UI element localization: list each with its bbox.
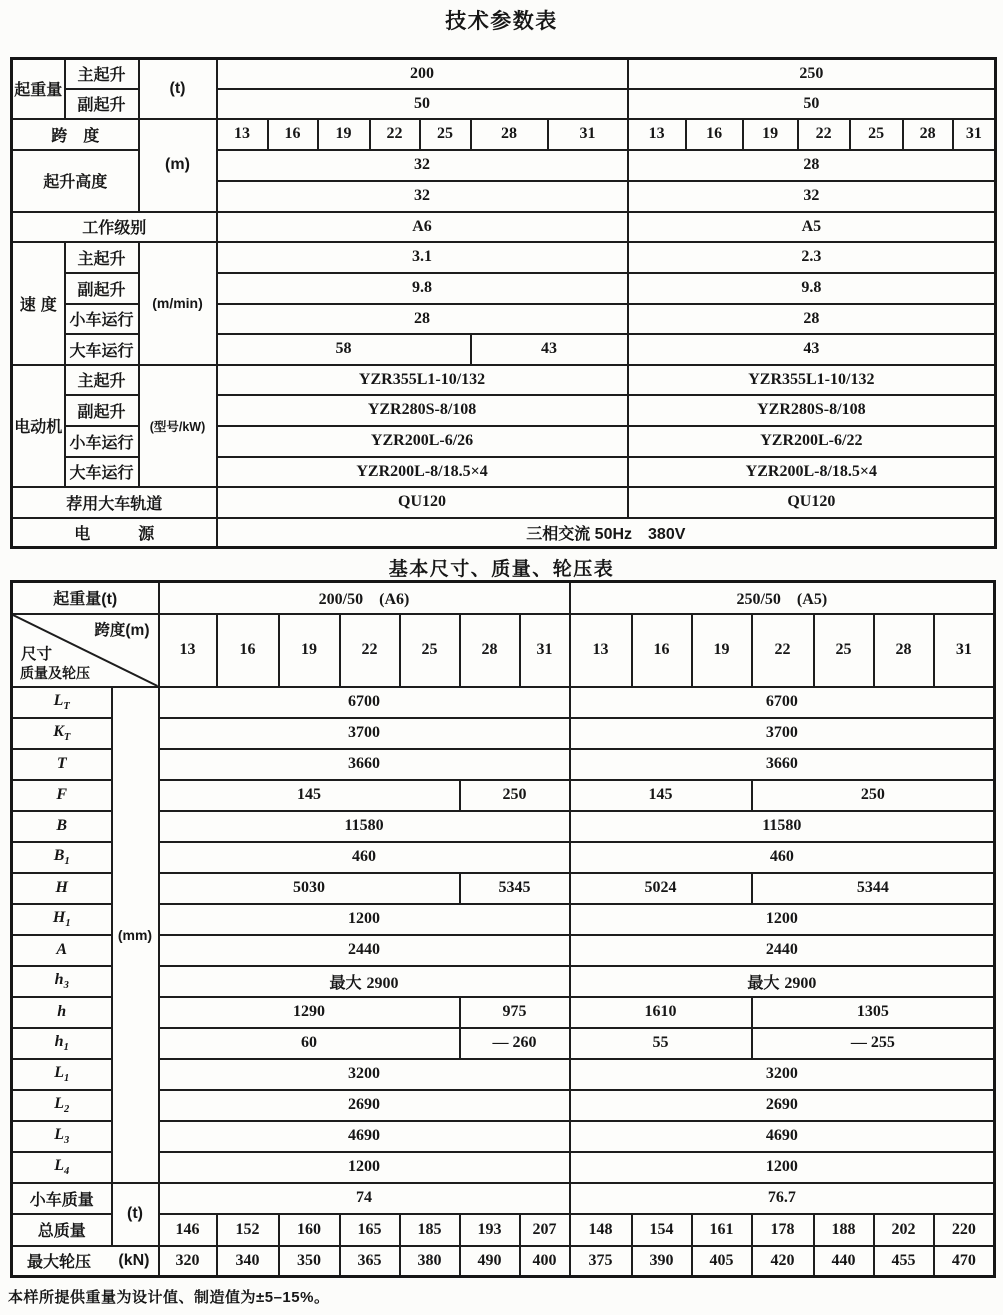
dimension-label: [12, 811, 112, 842]
table-row: [12, 242, 996, 273]
row-label: 副起升: [65, 273, 139, 304]
row-label: 主起升: [65, 365, 139, 395]
row-label-text: 最大轮压: [27, 1254, 92, 1272]
span-header-cell: 16: [632, 614, 692, 687]
value-cell: 6700: [159, 687, 570, 718]
value-cell: 400: [520, 1246, 570, 1277]
value-cell: 58: [217, 334, 471, 365]
row-label: 跨 度: [12, 119, 139, 150]
value-cell: 375: [570, 1246, 632, 1277]
value-cell: 193: [460, 1214, 520, 1246]
dimension-label: [12, 1028, 112, 1059]
value-cell: 3660: [570, 749, 995, 780]
table-row: [12, 1152, 995, 1183]
table-row: [12, 904, 995, 935]
value-cell: 420: [752, 1246, 814, 1277]
diag-label-dimension: 尺寸: [21, 645, 53, 663]
span-header-cell: 28: [460, 614, 520, 687]
dimension-label: [12, 687, 112, 718]
dimension-label: [12, 1090, 112, 1121]
row-label: 小车质量: [12, 1183, 112, 1214]
value-prefix: 最大: [329, 974, 362, 992]
value-cell: 31: [548, 119, 628, 150]
value-cell: 145: [570, 780, 752, 811]
value-cell: 2440: [570, 935, 995, 966]
dimension-subscript: 1: [65, 918, 71, 930]
row-label: 起升高度: [12, 150, 139, 212]
value-cell: 9.8: [628, 273, 996, 304]
value-cell: 60: [159, 1028, 460, 1059]
value-cell: YZR200L-8/18.5×4: [628, 457, 996, 487]
value-cell: YZR200L-6/26: [217, 426, 628, 457]
value-cell: 13: [628, 119, 686, 150]
value-cell: 975: [460, 997, 570, 1028]
value-cell: 5345: [460, 873, 570, 904]
dimension-symbol: T: [56, 755, 67, 772]
value-cell: 50: [217, 89, 628, 119]
span-header-cell: 19: [692, 614, 752, 687]
value-cell: 3200: [159, 1059, 570, 1090]
value-cell: 4690: [570, 1121, 995, 1152]
table-row: [12, 365, 996, 395]
value-cell: 74: [159, 1183, 570, 1214]
table-row: [12, 518, 996, 548]
row-label: 总质量: [12, 1214, 112, 1246]
value-cell: QU120: [217, 487, 628, 518]
value-cell: 320: [159, 1246, 217, 1277]
dimension-label: [12, 997, 112, 1028]
value-cell: 161: [692, 1214, 752, 1246]
value-cell: 1200: [570, 904, 995, 935]
value-text: 2900: [366, 974, 399, 992]
row-label: 工作级别: [12, 212, 217, 242]
row-label: [12, 1246, 159, 1277]
value-cell: 220: [934, 1214, 995, 1246]
value-cell: 28: [903, 119, 953, 150]
table-row: [12, 749, 995, 780]
value-cell: 146: [159, 1214, 217, 1246]
table-row: [12, 1214, 995, 1246]
dimension-symbol: H: [55, 879, 68, 896]
value-cell: 470: [934, 1246, 995, 1277]
tech-params-table: [10, 57, 997, 549]
value-cell: 28: [471, 119, 548, 150]
value-cell: 1200: [159, 1152, 570, 1183]
value-cell: 3700: [159, 718, 570, 749]
dimension-symbol: L: [54, 1094, 65, 1112]
value-cell: 11580: [570, 811, 995, 842]
value-cell: 460: [570, 842, 995, 873]
row-label: 速度: [12, 242, 65, 365]
dimension-label: [12, 935, 112, 966]
value-cell: YZR200L-8/18.5×4: [217, 457, 628, 487]
value-prefix: 最大: [747, 974, 780, 992]
dimension-symbol: F: [56, 786, 68, 803]
value-cell: 154: [632, 1214, 692, 1246]
table-row: [12, 842, 995, 873]
value-cell: 11580: [159, 811, 570, 842]
value-cell: 32: [217, 150, 628, 181]
row-label: 起重量(t): [12, 582, 159, 614]
value-cell: 32: [628, 181, 996, 212]
dimensions-table-title: 基本尺寸、质量、轮压表: [388, 559, 615, 580]
value-cell: 4690: [159, 1121, 570, 1152]
row-label: 副起升: [65, 395, 139, 426]
value-cell: 188: [814, 1214, 874, 1246]
span-header-cell: 13: [570, 614, 632, 687]
dimension-label: [12, 904, 112, 935]
table-row: [12, 718, 995, 749]
table-row: [12, 687, 995, 718]
value-cell: 9.8: [217, 273, 628, 304]
value-cell: 380: [400, 1246, 460, 1277]
value-cell: 1200: [159, 904, 570, 935]
dimension-symbol: H: [52, 908, 66, 926]
value-cell: 2440: [159, 935, 570, 966]
dimension-subscript: 2: [64, 1104, 70, 1116]
value-cell: 22: [798, 119, 850, 150]
value-cell: 1200: [570, 1152, 995, 1183]
span-header-cell: 19: [279, 614, 340, 687]
row-label: 荐用大车轨道: [12, 487, 217, 518]
value-cell: 250: [460, 780, 570, 811]
row-label: 起重量: [12, 59, 65, 119]
dimension-label: [12, 780, 112, 811]
table-row: [12, 487, 996, 518]
table-row: [12, 780, 995, 811]
unit-label-mm: (mm): [112, 687, 159, 1183]
value-cell: 160: [279, 1214, 340, 1246]
value-cell: YZR280S-8/108: [628, 395, 996, 426]
dimension-subscript: 3: [64, 1135, 70, 1147]
value-cell: 16: [686, 119, 743, 150]
table-row: [12, 1059, 995, 1090]
dimension-symbol: h: [57, 1003, 67, 1020]
value-cell: 22: [370, 119, 420, 150]
value-cell: 148: [570, 1214, 632, 1246]
page-title: 技术参数表: [445, 10, 558, 33]
value-cell: 43: [628, 334, 996, 365]
table-row: [12, 966, 995, 997]
row-label: (m/min): [139, 242, 217, 365]
dimension-label: [12, 718, 112, 749]
value-cell: 165: [340, 1214, 400, 1246]
span-header-cell: 31: [520, 614, 570, 687]
row-label: (t): [139, 59, 217, 119]
value-cell: 5030: [159, 873, 460, 904]
dimension-symbol: L: [53, 691, 64, 709]
value-cell: 365: [340, 1246, 400, 1277]
row-label: 主起升: [65, 59, 139, 89]
table-row: [12, 212, 996, 242]
value-cell: 1290: [159, 997, 460, 1028]
row-label: 主起升: [65, 242, 139, 273]
value-cell: 3.1: [217, 242, 628, 273]
footnote: 本样所提供重量为设计值、制造值为±5–15%。: [8, 1289, 330, 1306]
value-cell: 200: [217, 59, 628, 89]
value-cell: QU120: [628, 487, 996, 518]
value-cell: 5024: [570, 873, 752, 904]
row-label: (型号/kW): [139, 365, 217, 487]
value-cell: 55: [570, 1028, 752, 1059]
value-cell: 207: [520, 1214, 570, 1246]
span-header-cell: 25: [814, 614, 874, 687]
dimension-symbol: B: [53, 846, 65, 864]
span-header-cell: 22: [340, 614, 400, 687]
dimension-label: [12, 1121, 112, 1152]
diag-label-mass-wheel: 质量及轮压: [20, 664, 90, 681]
value-cell: 145: [159, 780, 460, 811]
table-row: [12, 1028, 995, 1059]
dimension-label: [12, 873, 112, 904]
value-cell: 340: [217, 1246, 279, 1277]
table-row: [12, 1246, 995, 1277]
value-cell: 200/50 (A6): [159, 582, 570, 614]
value-cell: 5344: [752, 873, 995, 904]
value-cell: 2690: [159, 1090, 570, 1121]
dimension-subscript: 4: [64, 1166, 70, 1178]
dimension-subscript: 1: [63, 1042, 69, 1054]
span-header-cell: 31: [934, 614, 995, 687]
unit-label-t: (t): [112, 1183, 159, 1246]
value-cell: 250/50 (A5): [570, 582, 995, 614]
dimension-subscript: 1: [64, 1073, 70, 1085]
dimension-label: [12, 749, 112, 780]
table-row: [12, 935, 995, 966]
value-cell: 28: [628, 150, 996, 181]
value-cell: 202: [874, 1214, 934, 1246]
span-header-cell: 25: [400, 614, 460, 687]
value-cell: — 260: [460, 1028, 570, 1059]
value-cell: 152: [217, 1214, 279, 1246]
value-cell: 460: [159, 842, 570, 873]
table-row: [12, 1183, 995, 1214]
value-cell: 25: [850, 119, 903, 150]
value-cell: YZR355L1-10/132: [628, 365, 996, 395]
value-cell: 50: [628, 89, 996, 119]
value-cell: [159, 966, 570, 997]
dimension-symbol: K: [53, 722, 64, 740]
value-cell: 28: [217, 304, 628, 334]
value-cell: 185: [400, 1214, 460, 1246]
dimension-subscript: T: [63, 701, 70, 713]
value-cell: 28: [628, 304, 996, 334]
diag-label-span-axis: 跨度(m): [94, 621, 150, 639]
table-row: [12, 119, 996, 150]
value-cell: 6700: [570, 687, 995, 718]
value-cell: 32: [217, 181, 628, 212]
dimension-subscript: T: [63, 732, 71, 744]
value-cell: 25: [420, 119, 471, 150]
value-cell: 455: [874, 1246, 934, 1277]
span-header-cell: 16: [217, 614, 279, 687]
dimension-symbol: L: [54, 1063, 65, 1081]
value-cell: 350: [279, 1246, 340, 1277]
dimension-label: [12, 1059, 112, 1090]
label-with-unit: [13, 1249, 158, 1272]
value-cell: 3660: [159, 749, 570, 780]
value-cell: 405: [692, 1246, 752, 1277]
value-cell: 31: [953, 119, 996, 150]
dimensions-table: [10, 580, 996, 1278]
row-label: 大车运行: [65, 457, 139, 487]
dimension-label: [12, 842, 112, 873]
value-cell: YZR355L1-10/132: [217, 365, 628, 395]
dimension-symbol: h: [54, 970, 64, 988]
value-cell: 16: [268, 119, 318, 150]
dimension-symbol: L: [54, 1156, 65, 1174]
row-label: 大车运行: [65, 334, 139, 365]
value-cell: A6: [217, 212, 628, 242]
span-header-cell: 28: [874, 614, 934, 687]
value-cell: 3200: [570, 1059, 995, 1090]
dimension-label: [12, 1152, 112, 1183]
value-cell: 490: [460, 1246, 520, 1277]
value-cell: YZR200L-6/22: [628, 426, 996, 457]
value-cell: 3700: [570, 718, 995, 749]
diagonal-header-wrap: [13, 615, 158, 686]
dimension-subscript: 1: [64, 856, 70, 868]
unit-label-kn: (kN): [118, 1251, 150, 1269]
table-row: [12, 811, 995, 842]
span-header-cell: 13: [159, 614, 217, 687]
row-label: (m): [139, 119, 217, 212]
table-row: [12, 997, 995, 1028]
dimension-symbol: L: [54, 1125, 65, 1143]
value-cell: 19: [743, 119, 798, 150]
value-cell: — 255: [752, 1028, 995, 1059]
dimension-symbol: A: [56, 941, 68, 958]
value-cell: 250: [628, 59, 996, 89]
value-cell: 250: [752, 780, 995, 811]
dimension-label: [12, 966, 112, 997]
table-row: [12, 59, 996, 89]
row-label: 副起升: [65, 89, 139, 119]
value-cell: 19: [318, 119, 370, 150]
value-cell: 2.3: [628, 242, 996, 273]
value-cell: 178: [752, 1214, 814, 1246]
value-cell: A5: [628, 212, 996, 242]
value-cell: 1610: [570, 997, 752, 1028]
row-label: 电 源: [12, 518, 217, 548]
value-cell: 2690: [570, 1090, 995, 1121]
table-row: [12, 614, 995, 687]
table-row: [12, 1121, 995, 1152]
row-label: 三相交流 50Hz 380V: [217, 518, 996, 548]
value-cell: 43: [471, 334, 628, 365]
table-row: [12, 582, 995, 614]
value-cell: 440: [814, 1246, 874, 1277]
row-label: 电动机: [12, 365, 65, 487]
table-row: [12, 1090, 995, 1121]
diagonal-header-cell: [12, 614, 159, 687]
value-cell: 13: [217, 119, 268, 150]
value-cell: 76.7: [570, 1183, 995, 1214]
dimension-subscript: 3: [63, 980, 69, 992]
span-header-cell: 22: [752, 614, 814, 687]
value-cell: 1305: [752, 997, 995, 1028]
value-text: 2900: [784, 974, 817, 992]
dimension-symbol: B: [56, 817, 68, 834]
value-cell: [570, 966, 995, 997]
row-label: 小车运行: [65, 304, 139, 334]
row-label: 小车运行: [65, 426, 139, 457]
dimension-symbol: h: [54, 1032, 64, 1050]
table-row: [12, 873, 995, 904]
value-cell: YZR280S-8/108: [217, 395, 628, 426]
value-cell: 390: [632, 1246, 692, 1277]
